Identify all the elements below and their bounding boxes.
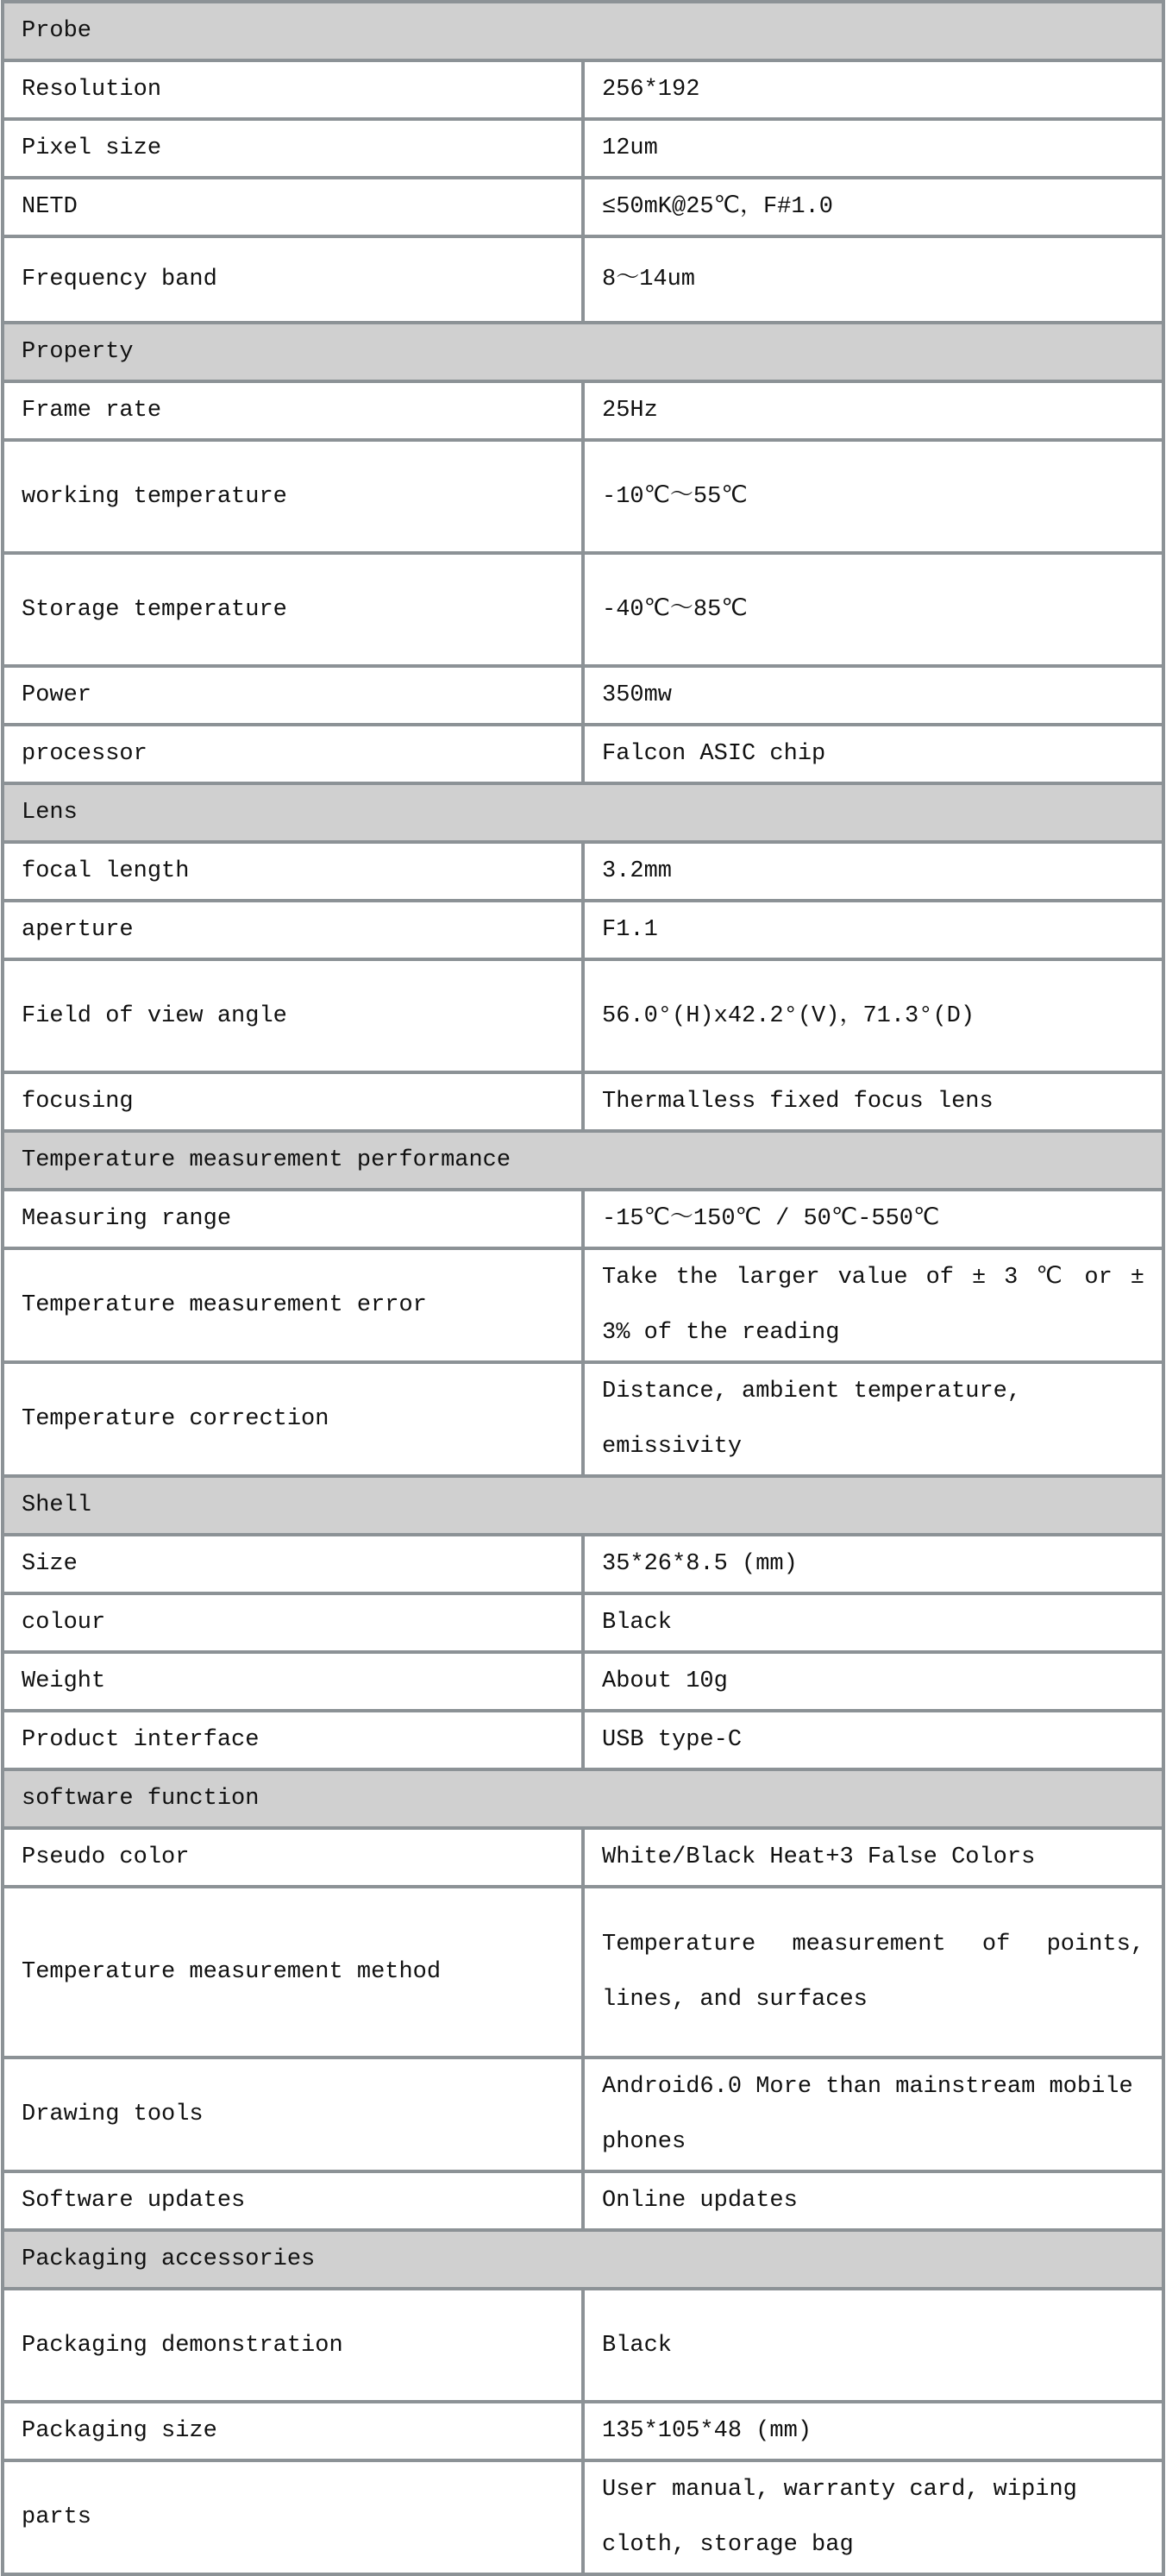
spec-table xyxy=(1,0,1165,2576)
spec-value: Black xyxy=(583,1593,1163,1652)
spec-label: Packaging size xyxy=(3,2402,583,2460)
spec-label: working temperature xyxy=(3,440,583,553)
spec-value: About 10g xyxy=(583,1652,1163,1711)
spec-table-body xyxy=(3,2,1163,2574)
section-header xyxy=(3,783,1163,842)
spec-value: Online updates xyxy=(583,2171,1163,2230)
spec-row xyxy=(3,119,1163,178)
spec-row xyxy=(3,959,1163,1072)
spec-label: focal length xyxy=(3,842,583,901)
spec-value: USB type-C xyxy=(583,1711,1163,1769)
spec-label: Measuring range xyxy=(3,1190,583,1248)
spec-row xyxy=(3,2402,1163,2460)
spec-row xyxy=(3,1072,1163,1131)
section-title: software function xyxy=(3,1769,1163,1828)
spec-row xyxy=(3,842,1163,901)
spec-value: Black xyxy=(583,2289,1163,2402)
spec-label: Temperature correction xyxy=(3,1362,583,1476)
spec-value: 350mw xyxy=(583,666,1163,725)
spec-value: Take the larger value of ± 3 ℃ or ± 3% of the reading xyxy=(583,1248,1163,1362)
section-title: Property xyxy=(3,323,1163,381)
spec-label: Power xyxy=(3,666,583,725)
spec-value: 12um xyxy=(583,119,1163,178)
spec-value: Distance, ambient temperature, emissivity xyxy=(583,1362,1163,1476)
spec-label: processor xyxy=(3,725,583,783)
section-header xyxy=(3,1476,1163,1535)
section-title: Temperature measurement performance xyxy=(3,1131,1163,1190)
spec-label: Frame rate xyxy=(3,381,583,440)
spec-label: aperture xyxy=(3,901,583,959)
spec-row xyxy=(3,901,1163,959)
section-title: Shell xyxy=(3,1476,1163,1535)
spec-row xyxy=(3,440,1163,553)
spec-row xyxy=(3,1828,1163,1887)
spec-value: 8～14um xyxy=(583,236,1163,323)
section-title: Packaging accessories xyxy=(3,2230,1163,2289)
section-title: Probe xyxy=(3,2,1163,60)
spec-value: 56.0°(H)x42.2°(V)，71.3°(D) xyxy=(583,959,1163,1072)
spec-row xyxy=(3,1711,1163,1769)
spec-label: Storage temperature xyxy=(3,553,583,666)
spec-label: colour xyxy=(3,1593,583,1652)
spec-value: Thermalless fixed focus lens xyxy=(583,1072,1163,1131)
spec-row xyxy=(3,666,1163,725)
spec-label: Size xyxy=(3,1535,583,1593)
spec-label: Temperature measurement error xyxy=(3,1248,583,1362)
spec-label: parts xyxy=(3,2460,583,2574)
spec-label: Weight xyxy=(3,1652,583,1711)
spec-value: 35*26*8.5 (mm) xyxy=(583,1535,1163,1593)
spec-row xyxy=(3,553,1163,666)
spec-value: User manual, warranty card, wiping cloth, storage bag xyxy=(583,2460,1163,2574)
spec-row xyxy=(3,178,1163,236)
spec-row xyxy=(3,2058,1163,2171)
spec-row xyxy=(3,1593,1163,1652)
spec-label: Software updates xyxy=(3,2171,583,2230)
spec-value: -40℃～85℃ xyxy=(583,553,1163,666)
section-header xyxy=(3,1769,1163,1828)
spec-value: F1.1 xyxy=(583,901,1163,959)
spec-value: 135*105*48 (mm) xyxy=(583,2402,1163,2460)
spec-label: NETD xyxy=(3,178,583,236)
spec-row xyxy=(3,2460,1163,2574)
section-header xyxy=(3,1131,1163,1190)
spec-value: ≤50mK@25℃，F#1.0 xyxy=(583,178,1163,236)
spec-label: Frequency band xyxy=(3,236,583,323)
spec-label: Pseudo color xyxy=(3,1828,583,1887)
spec-label: Product interface xyxy=(3,1711,583,1769)
spec-value: 256*192 xyxy=(583,60,1163,119)
spec-label: focusing xyxy=(3,1072,583,1131)
spec-label: Temperature measurement method xyxy=(3,1887,583,2058)
spec-row xyxy=(3,2171,1163,2230)
section-header xyxy=(3,323,1163,381)
spec-label: Resolution xyxy=(3,60,583,119)
section-title: Lens xyxy=(3,783,1163,842)
spec-value: -15℃～150℃ / 50℃-550℃ xyxy=(583,1190,1163,1248)
spec-row xyxy=(3,60,1163,119)
spec-row xyxy=(3,2289,1163,2402)
spec-value: 3.2mm xyxy=(583,842,1163,901)
spec-value: Falcon ASIC chip xyxy=(583,725,1163,783)
spec-row xyxy=(3,1190,1163,1248)
spec-label: Field of view angle xyxy=(3,959,583,1072)
spec-row xyxy=(3,1652,1163,1711)
section-header xyxy=(3,2230,1163,2289)
spec-row xyxy=(3,236,1163,323)
spec-row xyxy=(3,1248,1163,1362)
spec-row xyxy=(3,1887,1163,2058)
spec-label: Drawing tools xyxy=(3,2058,583,2171)
spec-row xyxy=(3,381,1163,440)
spec-label: Packaging demonstration xyxy=(3,2289,583,2402)
spec-value: 25Hz xyxy=(583,381,1163,440)
section-header xyxy=(3,2,1163,60)
spec-value: Temperature measurement of points, lines, and surfaces xyxy=(583,1887,1163,2058)
spec-value: Android6.0 More than mainstream mobile phones xyxy=(583,2058,1163,2171)
spec-value: White/Black Heat+3 False Colors xyxy=(583,1828,1163,1887)
spec-row xyxy=(3,725,1163,783)
spec-value: -10℃～55℃ xyxy=(583,440,1163,553)
spec-row xyxy=(3,1535,1163,1593)
spec-label: Pixel size xyxy=(3,119,583,178)
spec-row xyxy=(3,1362,1163,1476)
